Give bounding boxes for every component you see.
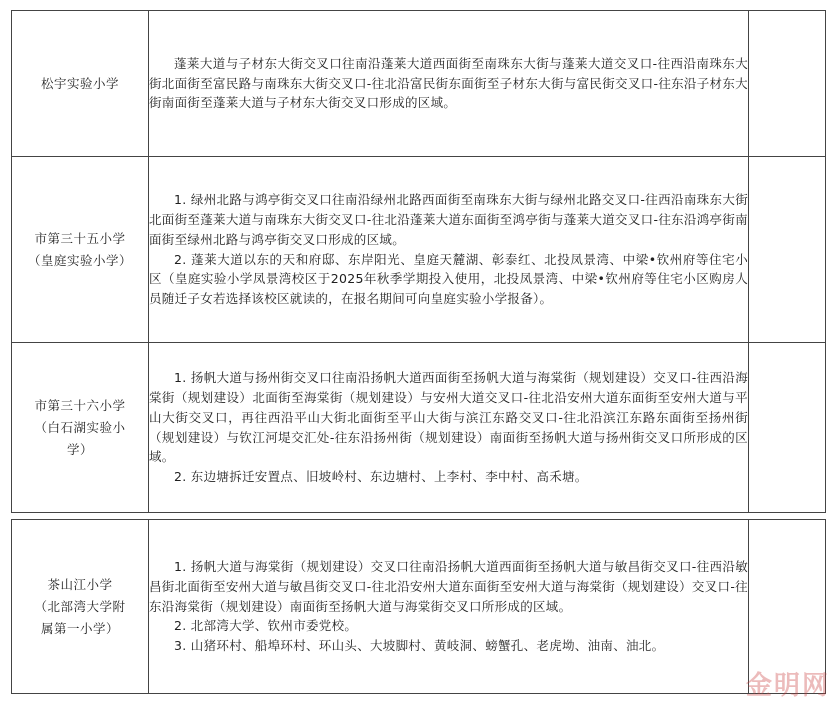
school-name-cell [12, 343, 149, 513]
zone-paragraph: 2. 北部湾大学、钦州市委党校。 [174, 618, 358, 634]
school-name-cell [12, 157, 149, 343]
zone-paragraph: 2. 蓬莱大道以东的天和府邸、东岸阳光、皇庭天麓湖、彰泰红、北投凤景湾、中梁•钦州府等住宅小区（皇庭实验小学凤景湾校区于2025年秋季学期投入使用，北投凤景湾、中梁•钦州府等住宅小区购房人员随迁子女若选择该校区就读的，在报名期间可向皇庭实验小学报备）。 [149, 251, 748, 307]
zone-paragraph: 2. 东边塘拆迁安置点、旧坡岭村、东边塘村、上李村、李中村、高禾塘。 [174, 469, 588, 485]
school-name-line: 松宇实验小学 [40, 75, 119, 91]
school-name-line: （北部湾大学附 [34, 598, 126, 614]
zone-description-cell [149, 343, 749, 513]
remarks-cell [749, 157, 826, 343]
school-name-cell [12, 11, 149, 157]
table-row [12, 157, 826, 343]
zone-paragraph: 蓬莱大道与子材东大街交叉口往南沿蓬莱大道西面街至南珠东大街与蓬莱大道交叉口-往西沿南珠东大街北面街至富民路与南珠东大街交叉口-往北沿富民街东面街至子材东大街与富民街交叉口-往东沿子材东大街南面街至蓬莱大道与子材东大街交叉口形成的区域。 [149, 55, 748, 111]
zone-paragraph: 1. 绿州北路与鸿亭街交叉口往南沿绿州北路西面街至南珠东大街与绿州北路交叉口-往西沿南珠东大街北面街至蓬莱大道与南珠东大街交叉口-往北沿蓬莱大道东面街至鸿亭街与蓬莱大道交叉口-往东沿鸿亭街南面街至绿州北路与鸿亭街交叉口形成的区域。 [149, 192, 748, 247]
school-name-line: 学） [66, 441, 93, 457]
school-name-cell [12, 520, 149, 694]
remarks-cell [749, 343, 826, 513]
zone-paragraph: 1. 扬帆大道与海棠街（规划建设）交叉口往南沿扬帆大道西面街至扬帆大道与敏昌街交叉口-往西沿敏昌街北面街至安州大道与敏昌街交叉口-往北沿安州大道东面街至安州大道与海棠街（规划建设）交叉口-往东沿海棠街（规划建设）南面街至扬帆大道与海棠街交叉口所形成的区域。 [149, 559, 748, 614]
school-name-line: （皇庭实验小学） [27, 252, 132, 268]
zone-paragraph: 3. 山猪环村、船埠环村、环山头、大坡脚村、黄岐洞、螃蟹孔、老虎坳、油南、油北。 [174, 638, 665, 654]
school-name-line: 市第三十六小学 [34, 397, 126, 413]
school-name-line: 茶山江小学 [47, 576, 113, 592]
enrollment-zone-table-continued [11, 519, 826, 694]
remarks-cell [749, 11, 826, 157]
site-watermark-logo: 金明网 [745, 671, 830, 701]
zone-description-cell [149, 520, 749, 694]
enrollment-zone-table [11, 10, 826, 513]
table-row [12, 520, 826, 694]
school-name-line: 属第一小学） [40, 620, 119, 636]
school-name-line: （白石湖实验小 [34, 419, 126, 435]
table-row [12, 11, 826, 157]
zone-description-cell [149, 11, 749, 157]
zone-paragraph: 1. 扬帆大道与扬州街交叉口往南沿扬帆大道西面街至扬帆大道与海棠街（规划建设）交叉口-往西沿海棠街（规划建设）北面街至海棠街（规划建设）与安州大道交叉口-往北沿安州大道东面街至安州大道与平山大街交叉口，再往西沿平山大街北面街至平山大街与滨江东路交叉口-往北沿滨江东路东面街至扬州街（规划建设）与钦江河堤交汇处-往东沿扬州街（规划建设）南面街至扬帆大道与扬州街交叉口所形成的区域。 [149, 370, 748, 465]
table-row [12, 343, 826, 513]
school-name-line: 市第三十五小学 [34, 230, 126, 246]
zone-description-cell [149, 157, 749, 343]
